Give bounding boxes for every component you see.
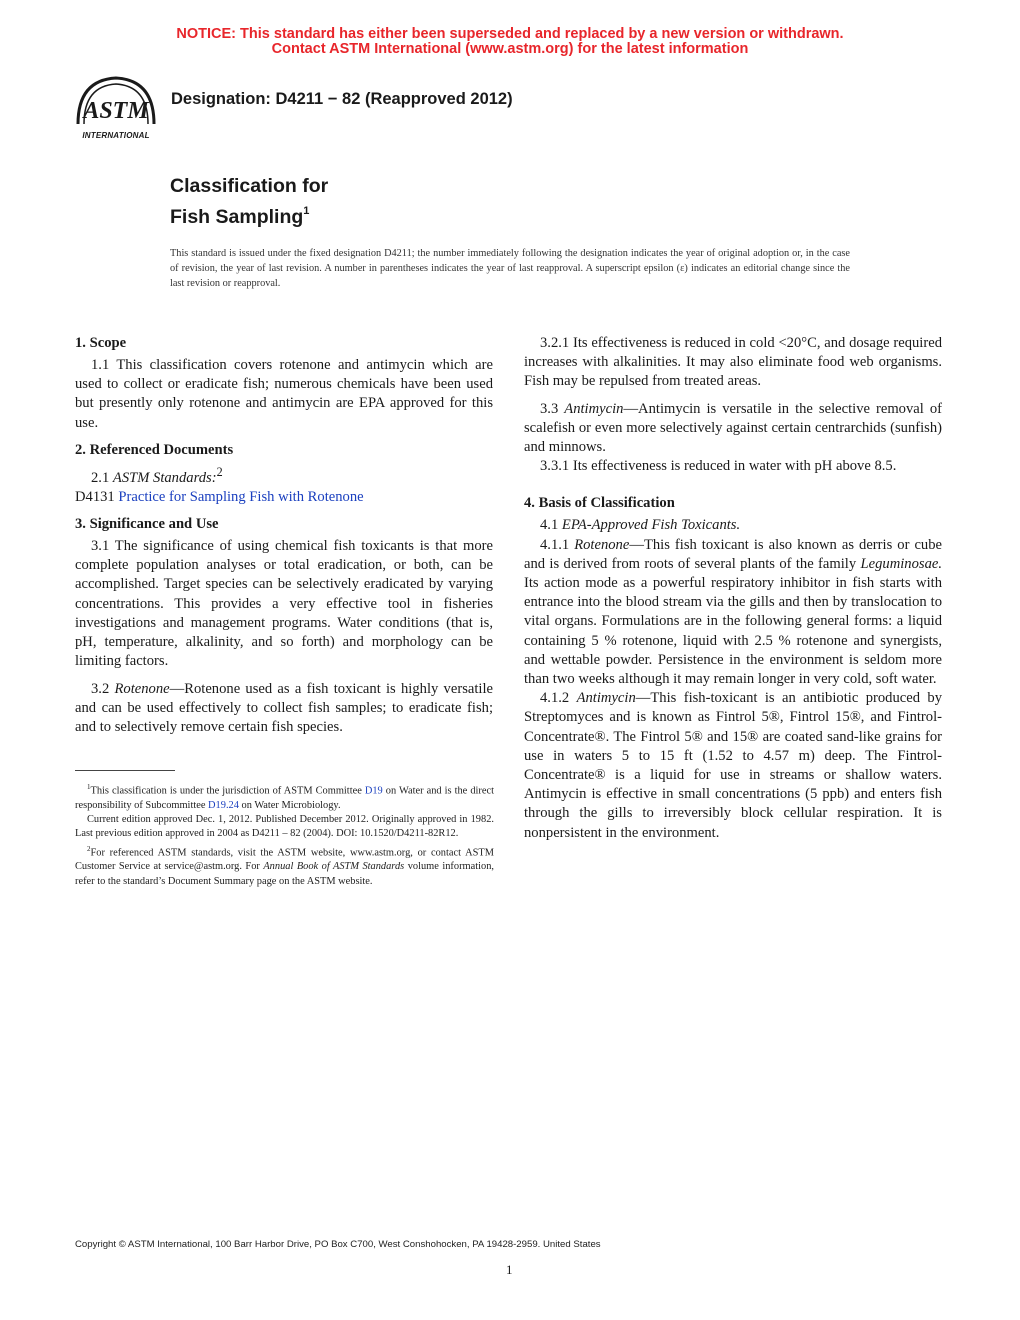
- section-2-1-label: ASTM Standards:: [112, 469, 217, 486]
- section-1-1: 1.1 This classification covers rotenone and antimycin which are used to collect or eradicate fish; numerous chemicals have been used but presently only rotenone and antimycin are EPA approved for this use.: [75, 357, 493, 431]
- footnote-2-text-a: For referenced ASTM standards, visit the ASTM website, www.astm.org, or contact ASTM Customer Service at service@astm.org. For: [75, 847, 494, 873]
- referenced-document: [75, 488, 493, 507]
- footnote-2: [75, 842, 494, 889]
- section-2-1: [75, 463, 493, 488]
- right-column: [524, 334, 942, 843]
- title-line-2: [170, 199, 328, 230]
- edition-note: Current edition approved Dec. 1, 2012. Published December 2012. Originally approved in 1982. Last previous edition approved in 2004 as D4211 – 82 (2004). DOI: 10.1520/D4211-82R12.: [75, 814, 494, 840]
- subcommittee-link[interactable]: D19.24: [208, 799, 239, 811]
- footnote-divider: [75, 770, 175, 771]
- section-3-heading: 3. Significance and Use: [75, 516, 219, 533]
- section-4-1-1: [524, 536, 942, 690]
- section-4-1-1-text-a: —This fish toxicant is also known as derris or cube and is derived from roots of several plants of the family: [524, 536, 942, 572]
- designation: Designation: D4211 − 82 (Reapproved 2012): [171, 90, 513, 108]
- footnote-2-ref-marker: 2: [87, 844, 91, 853]
- issuance-statement: This standard is issued under the fixed designation D4211; the number immediately following the designation indicates the year of original adoption or, in the case of revision, the year of last revision. A number in parentheses indicates the year of last reapproval. A superscript epsilon (ε) indicates an editorial change since the last revision or reapproval.: [170, 248, 850, 289]
- section-4-1-1-family: Leguminosae.: [860, 555, 942, 572]
- logo-caption: INTERNATIONAL: [82, 131, 150, 140]
- page-title: [170, 174, 328, 230]
- section-4-1-1-text-b: Its action mode as a powerful respiratory inhibitor in fish starts with entrance into the blood stream via the gills and then by translocation to vital organs. Formulations are in the following general forms: a liquid containing 5 % rotenone, liquid with 2.5 % rotenone and synergists, and wettable powder. Persistence in the environment is seldom more than two weeks although it may remain longer in very cold, soft water.: [524, 575, 942, 688]
- section-3-2: [75, 680, 493, 738]
- section-1-heading: 1. Scope: [75, 335, 127, 351]
- ref-code: D4131: [75, 488, 115, 505]
- footnote-1: [75, 780, 494, 813]
- copyright-line: Copyright © ASTM International, 100 Barr Harbor Drive, PO Box C700, West Conshohocken, PA 19428-2959. United States: [75, 1239, 601, 1250]
- footnote-1-text-a: This classification is under the jurisdiction of ASTM Committee: [90, 785, 365, 797]
- footnote-2-italic: Annual Book of ASTM Standards: [263, 861, 405, 873]
- section-3-1: 3.1 The significance of using chemical fish toxicants is that more complete population analyses or total eradication, or both, can be accomplished. Target species can be selectively eradicated by varying concentrations. This provides a very effective tool in fisheries investigations and management programs. Water conditions (that is, pH, temperature, alkalinity, and so forth) and morphology can be limiting factors.: [75, 538, 493, 670]
- title-footnote-marker: 1: [303, 205, 310, 217]
- section-4-1-2: [524, 689, 942, 843]
- section-3-3-term: Antimycin: [564, 400, 624, 417]
- section-3-3-1: 3.3.1 Its effectiveness is reduced in water with pH above 8.5.: [540, 458, 897, 475]
- footnote-2-marker: 2: [216, 464, 223, 479]
- section-2-heading: 2. Referenced Documents: [75, 441, 234, 458]
- section-3-2-1: 3.2.1 Its effectiveness is reduced in cold <20°C, and dosage required increases with alkalinities. It may also eliminate food web organisms. Fish may be repulsed from treated areas.: [524, 335, 942, 390]
- section-3-3-text: —Antimycin is versatile in the selective removal of scalefish or even more selectively against certain centrarchids (sunfish) and minnows.: [524, 400, 942, 456]
- title-line-1: Classification for: [170, 175, 329, 197]
- section-4-1-2-num: 4.1.2: [540, 690, 570, 707]
- notice-line-1: NOTICE: This standard has either been superseded and replaced by a new version or withdrawn.: [176, 26, 844, 42]
- page-number: 1: [506, 1262, 513, 1277]
- section-4-1-1-num: 4.1.1: [540, 536, 570, 553]
- title-line-2-text: Fish Sampling: [170, 206, 304, 228]
- section-3-2-text: —Rotenone used as a fish toxicant is highly versatile and can be used effectively to collect fish samples; to eradicate fish; and to selectively remove certain fish species.: [75, 680, 493, 735]
- section-4-1-2-term: Antimycin: [576, 690, 636, 707]
- section-3-3-num: 3.3: [540, 400, 559, 417]
- logo-mark-text: ASTM: [83, 98, 149, 124]
- left-column: [75, 334, 493, 737]
- section-4-1-term: EPA-Approved Fish Toxicants.: [561, 517, 741, 534]
- footnote-1-text-b: on Water and is the direct responsibility of Subcommittee: [75, 785, 494, 811]
- section-3-2-term: Rotenone: [114, 680, 170, 697]
- notice-line-2: Contact ASTM International (www.astm.org) for the latest information: [271, 41, 749, 57]
- committee-link[interactable]: D19: [364, 785, 383, 797]
- section-4-1-1-term: Rotenone: [574, 536, 630, 553]
- section-3-3: [524, 400, 942, 458]
- ref-title-link[interactable]: Practice for Sampling Fish with Rotenone: [118, 488, 364, 505]
- footnote-1-marker: 1: [87, 783, 91, 791]
- footnote-2-text-b: volume information, refer to the standard’s Document Summary page on the ASTM website.: [75, 861, 494, 887]
- section-3-2-num: 3.2: [91, 680, 110, 697]
- section-4-1: [524, 516, 942, 535]
- footnote-1-text-c: on Water Microbiology.: [238, 799, 341, 811]
- withdrawal-notice: [0, 27, 1020, 57]
- section-2-1-num: 2.1: [91, 469, 110, 486]
- section-4-heading: 4. Basis of Classification: [524, 495, 675, 512]
- footnotes: [75, 780, 494, 889]
- section-4-1-2-text: —This fish-toxicant is an antibiotic produced by Streptomyces and is known as Fintrol 5®, Fintrol 15®, and Fintrol-Concentrate®. The Fintrol 5® and 15® are coated sand-like grains for use in waters 5 to 15 ft (1.52 to 4.57 m) deep. The Fintrol-Concentrate® is a liquid for use in streams or shallow waters. Antimycin is effective in small concentrations (5 ppb) and enters fish through the gills to irreversibly block cellular respiration. It is nonpersistent in the environment.: [524, 690, 942, 841]
- section-4-1-num: 4.1: [540, 517, 559, 534]
